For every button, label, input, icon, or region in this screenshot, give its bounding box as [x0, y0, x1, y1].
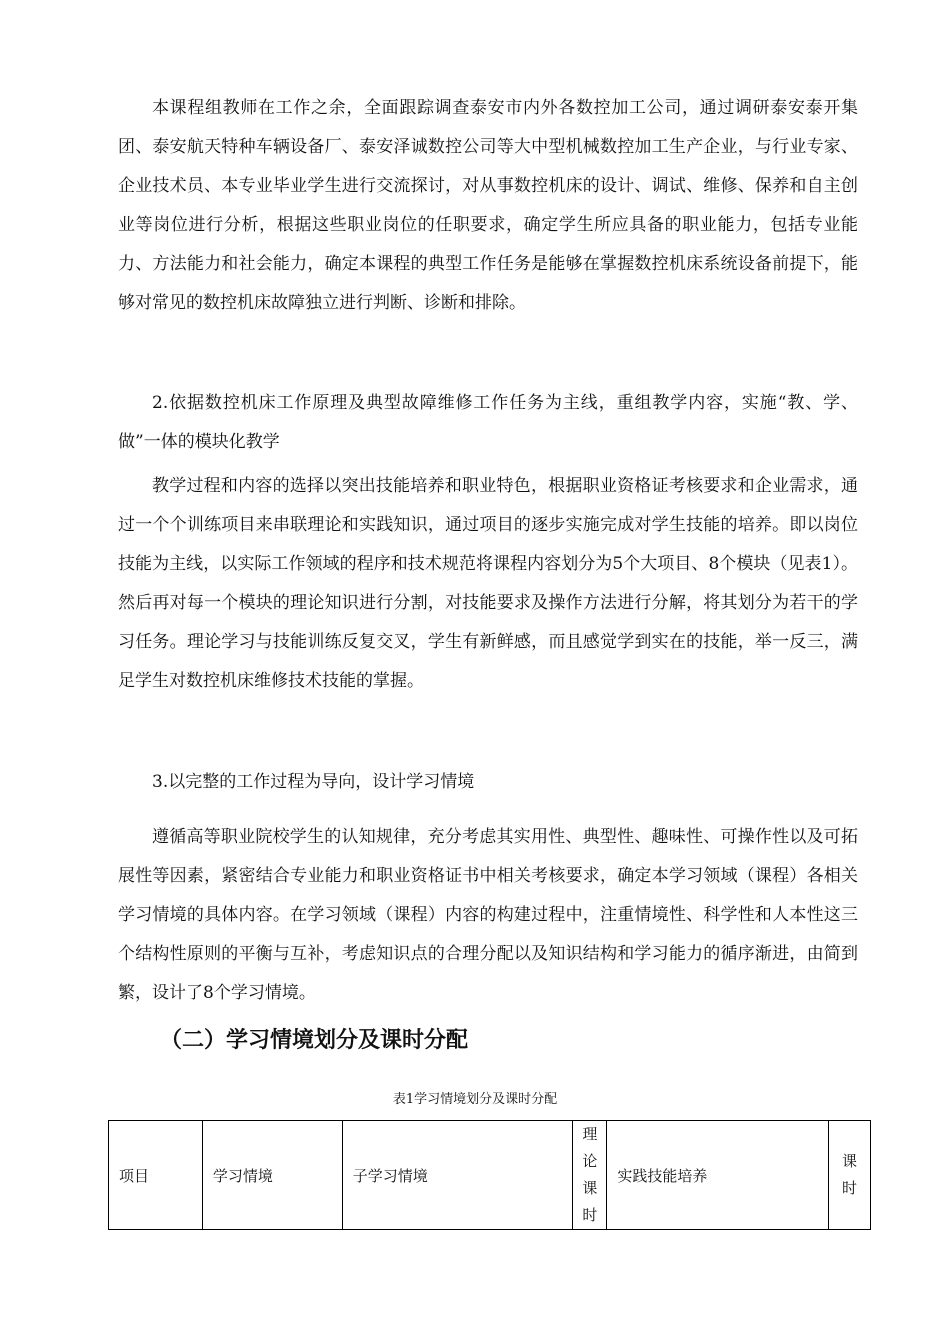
header-theory-hours — [573, 1121, 607, 1230]
section-heading: （二）学习情境划分及课时分配 — [160, 1028, 469, 1053]
table-header-row — [109, 1121, 871, 1230]
paragraph-cognitive-rules: 遵循高等职业院校学生的认知规律，充分考虑其实用性、典型性、趣味性、可操作性以及可拓展性等因素，紧密结合专业能力和职业资格证书中相关考核要求，确定本学习领域（课程）各相关学习情境的具体内容。在学习领域（课程）内容的构建过程中，注重情境性、科学性和人本性这三个结构性原则的平衡与互补，考虑知识点的合理分配以及知识结构和学习能力的循序渐进，由简到繁，设计了8个学习情境。 — [118, 827, 858, 1003]
header-hours — [829, 1121, 871, 1230]
header-theory-hours-text: 理论课时 — [582, 1125, 598, 1224]
header-sub-learning-situation: 子学习情境 — [342, 1121, 573, 1230]
header-practical-skills: 实践技能培养 — [607, 1121, 829, 1230]
paragraph-survey: 本课程组教师在工作之余，全面跟踪调查泰安市内外各数控加工公司，通过调研泰安泰开集团、泰安航天特种车辆设备厂、泰安泽诚数控公司等大中型机械数控加工生产企业，与行业专家、企业技术员、本专业毕业学生进行交流探讨，对从事数控机床的设计、调试、维修、保养和自主创业等岗位进行分析，根据这些职业岗位的任职要求，确定学生所应具备的职业能力，包括专业能力、方法能力和社会能力，确定本课程的典型工作任务是能够在掌握数控机床系统设备前提下，能够对常见的数控机床故障独立进行判断、诊断和排除。 — [118, 98, 858, 313]
learning-situation-table — [108, 1120, 871, 1230]
table-caption: 表1学习情境划分及课时分配 — [392, 1092, 558, 1107]
header-project: 项目 — [109, 1121, 203, 1230]
header-learning-situation: 学习情境 — [202, 1121, 342, 1230]
paragraph-teaching-process: 教学过程和内容的选择以突出技能培养和职业特色，根据职业资格证考核要求和企业需求，通过一个个训练项目来串联理论和实践知识，通过项目的逐步实施完成对学生技能的培养。即以岗位技能为主线，以实际工作领域的程序和技术规范将课程内容划分为5个大项目、8个模块（见表1）。然后再对每一个模块的理论知识进行分割，对技能要求及操作方法进行分解，将其划分为若干的学习任务。理论学习与技能训练反复交叉，学生有新鲜感，而且感觉学到实在的技能，举一反三，满足学生对数控机床维修技术技能的掌握。 — [118, 476, 858, 691]
paragraph-point-3: 3.以完整的工作过程为导向，设计学习情境 — [152, 772, 475, 792]
header-hours-text: 课时 — [842, 1152, 858, 1197]
paragraph-point-2: 2.依据数控机床工作原理及典型故障维修工作任务为主线，重组教学内容，实施“教、学、做”一体的模块化教学 — [118, 393, 858, 452]
